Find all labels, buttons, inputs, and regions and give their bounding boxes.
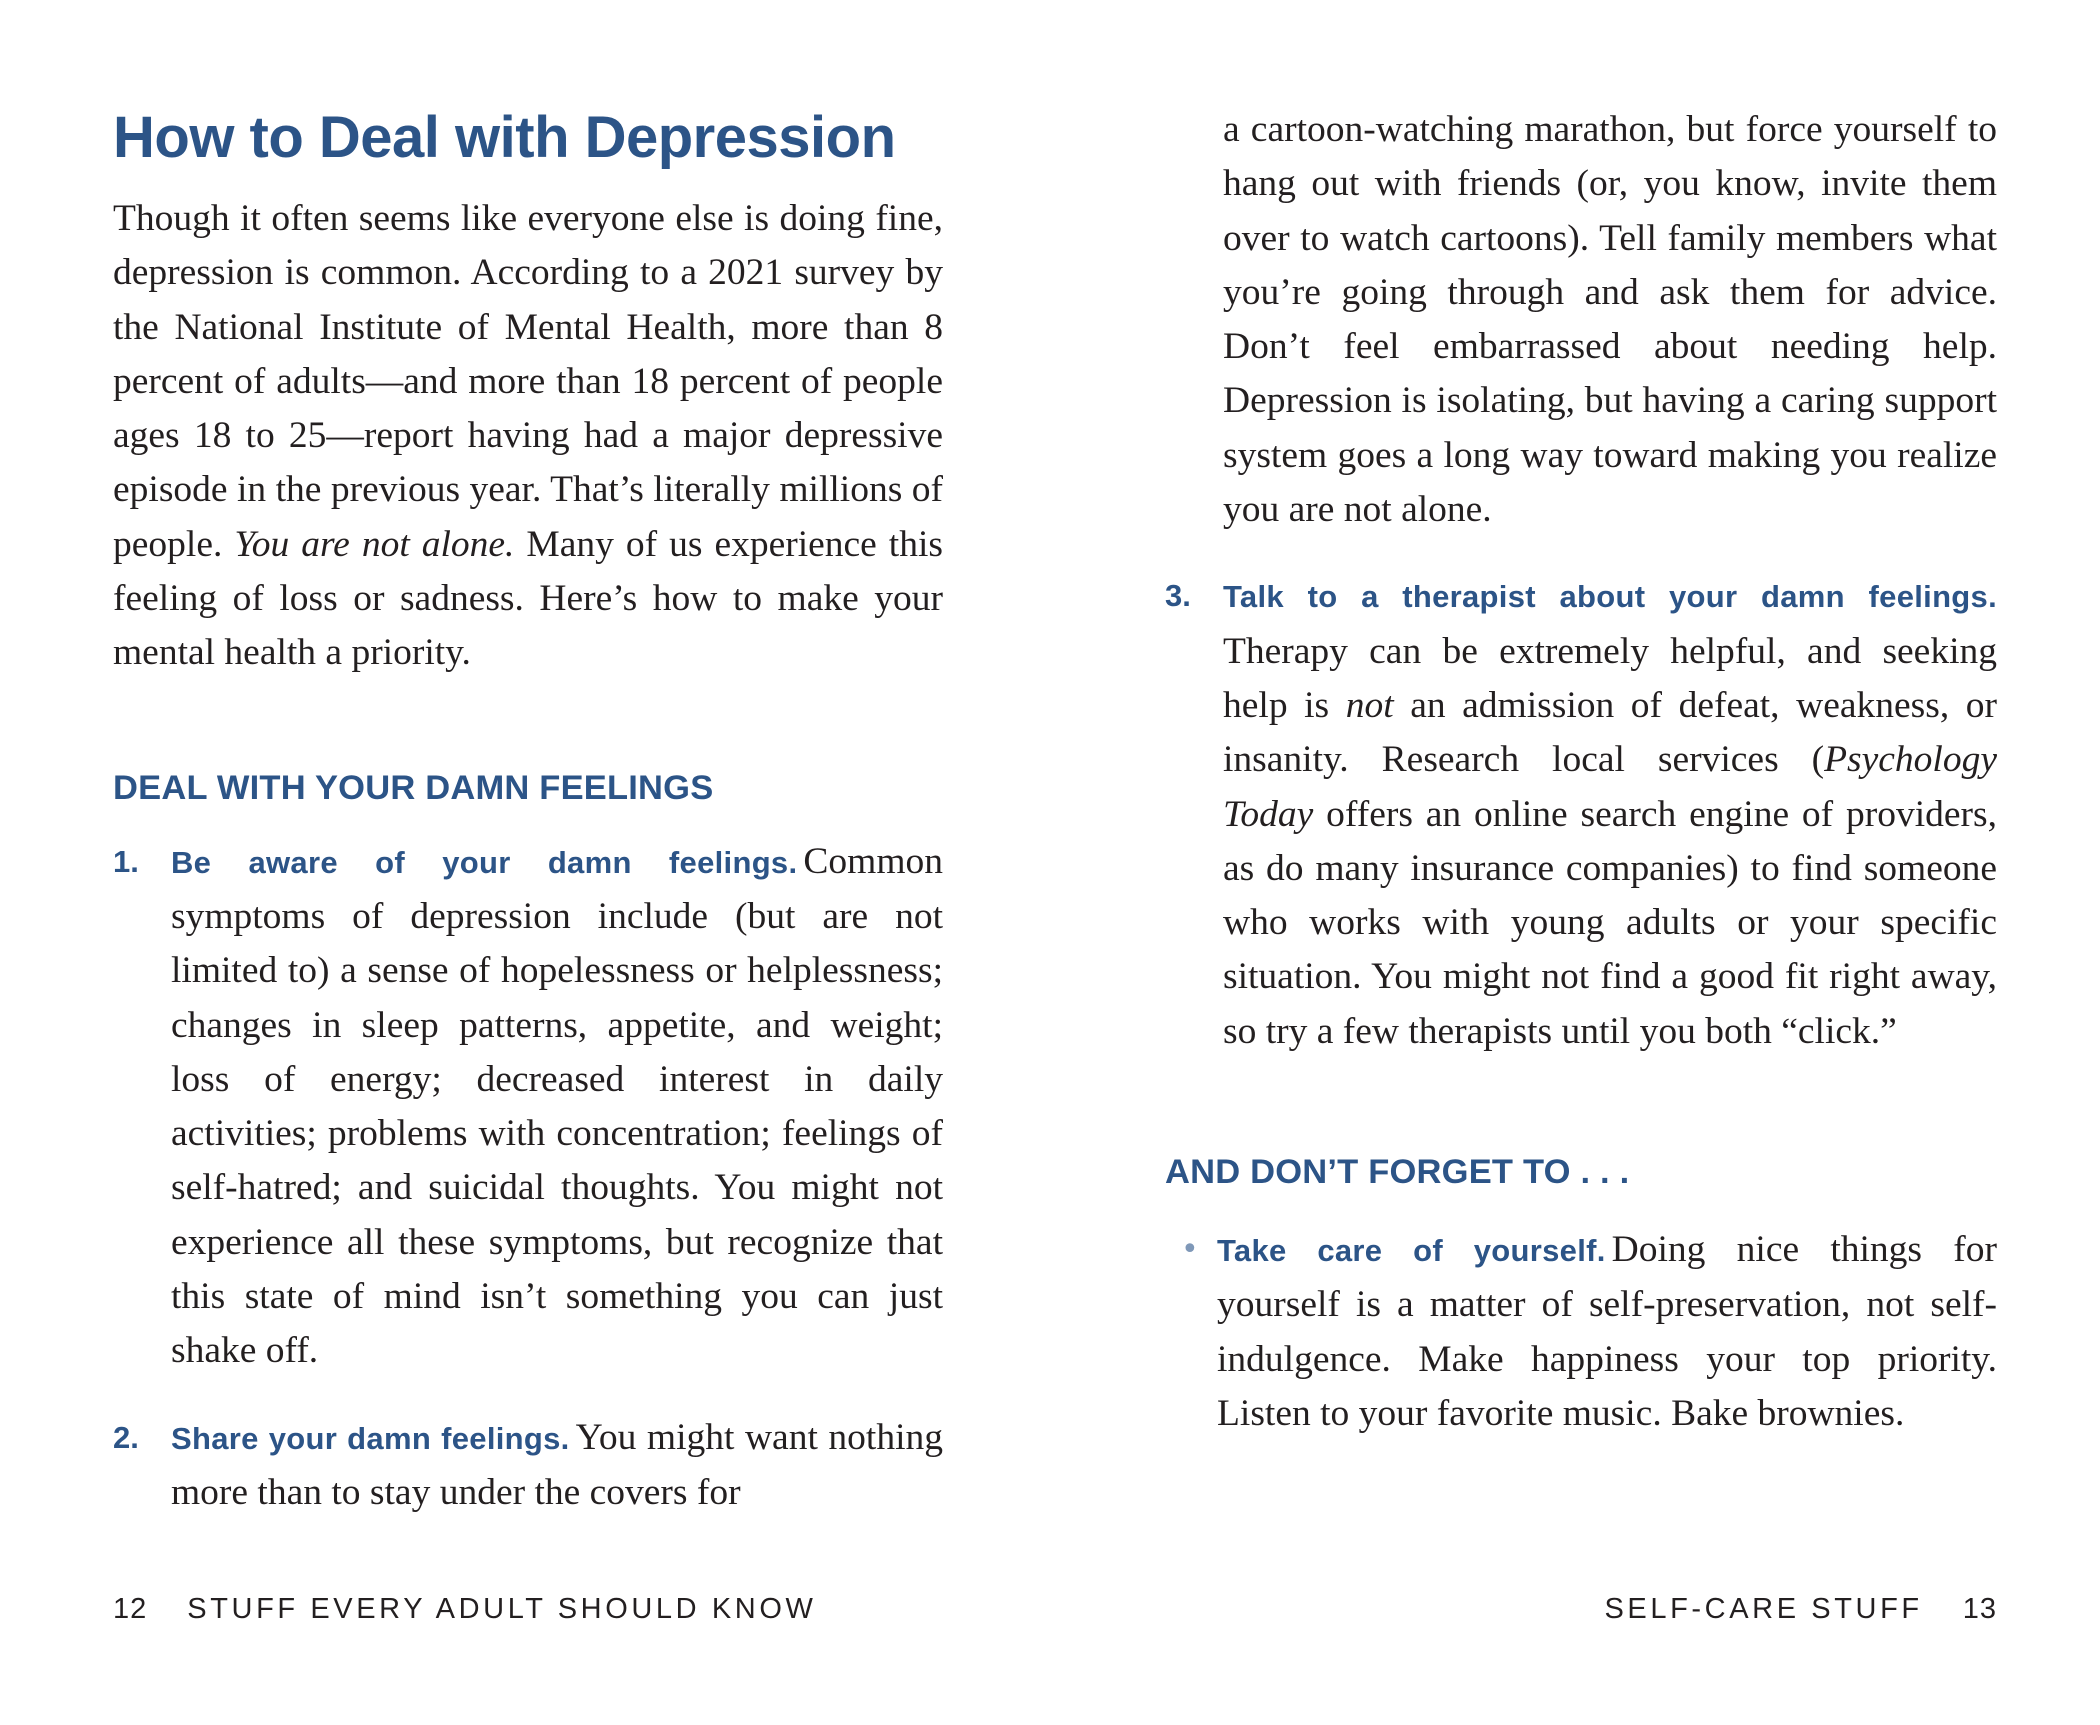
continuation-paragraph: a cartoon-watching marathon, but force yourself to hang out with friends (or, you know, invite them over to watch cartoons). Tell family members what you’re going through and ask them for advice. Don’t feel embarrassed about needing help. Depression is isolating, but having a caring support system goes a long way toward making you realize you are not alone. <box>1223 109 1997 531</box>
page-number: 12 <box>113 1593 148 1625</box>
left-footer <box>113 1593 816 1626</box>
list-item-1 <box>113 835 943 1379</box>
bullet-text: Doing nice things for yourself is a matter of self-preservation, not self-indulgence. Make happiness your top priority. Listen to your favorite music. Bake brownies. <box>1217 1229 1997 1434</box>
bullet-item <box>1165 1223 1997 1441</box>
item-text: You might want nothing more than to stay under the covers for <box>171 1416 943 1513</box>
intro-text-1: Though it often seems like everyone else is doing fine, depression is common. According to a 2021 survey by the National Institute of Mental Health, more than 8 percent of adults—and more than 18 percent of people ages 18 to 25—report having had a major depressive episode in the previous year. That’s literally millions of people. <box>113 198 943 565</box>
item-text-b: an admission of defeat, weakness, or insanity. Research local services ( <box>1223 684 1997 781</box>
section-heading-dont-forget: AND DON’T FORGET TO . . . <box>1165 1153 1630 1192</box>
bullet-icon: • <box>1181 1232 1199 1268</box>
intro-paragraph <box>113 192 943 681</box>
emphasis-not: not <box>1345 684 1394 726</box>
left-column <box>113 98 943 1552</box>
section-heading-deal: DEAL WITH YOUR DAMN FEELINGS <box>113 768 714 807</box>
item-lead: Share your damn feelings. <box>171 1420 570 1456</box>
page-title: How to Deal with Depression <box>113 105 896 170</box>
intro-text-2: Many of us experience this feeling of loss or sadness. Here’s how to make your mental health a priority. <box>113 523 943 674</box>
intro-emphasis: You are not alone. <box>234 523 515 565</box>
item-text: Common symptoms of depression include (but are not limited to) a sense of hopelessness or helplessness; changes in sleep patterns, appetite, and weight; loss of energy; decreased interest in daily activities; problems with concentration; feelings of self-hatred; and suicidal thoughts. You might not experience all these symptoms, but recognize that this state of mind isn’t something you can just shake off. <box>171 840 943 1372</box>
item-text <box>1223 631 1997 1052</box>
bullet-lead: Take care of yourself. <box>1217 1233 1606 1269</box>
item-text-c: offers an online search engine of providers, as do many insurance companies) to find someone who works with young adults or your specific situation. You might not find a good fit right away, so try a few therapists until you both “click.” <box>1223 793 1997 1052</box>
item-number: 1. <box>113 843 139 879</box>
item-text-a: Therapy can be extremely helpful, and seeking help is <box>1223 630 1997 726</box>
item-number: 2. <box>113 1419 139 1455</box>
item-lead: Be aware of your damn feelings. <box>171 844 798 880</box>
emphasis-psychology-today: Psychology Today <box>1223 739 1997 835</box>
running-head: STUFF EVERY ADULT SHOULD KNOW <box>187 1593 817 1625</box>
page-number: 13 <box>1962 1593 1997 1625</box>
right-page <box>1050 0 2100 1725</box>
item-lead: Talk to a therapist about your damn feelings. <box>1223 579 1997 615</box>
running-head: SELF-CARE STUFF <box>1604 1593 1923 1625</box>
right-footer <box>1604 1593 1997 1626</box>
list-item-2 <box>113 1411 943 1521</box>
right-column <box>1165 103 1997 1441</box>
list-item-3 <box>1165 569 1997 1059</box>
item-number: 3. <box>1165 578 1191 614</box>
